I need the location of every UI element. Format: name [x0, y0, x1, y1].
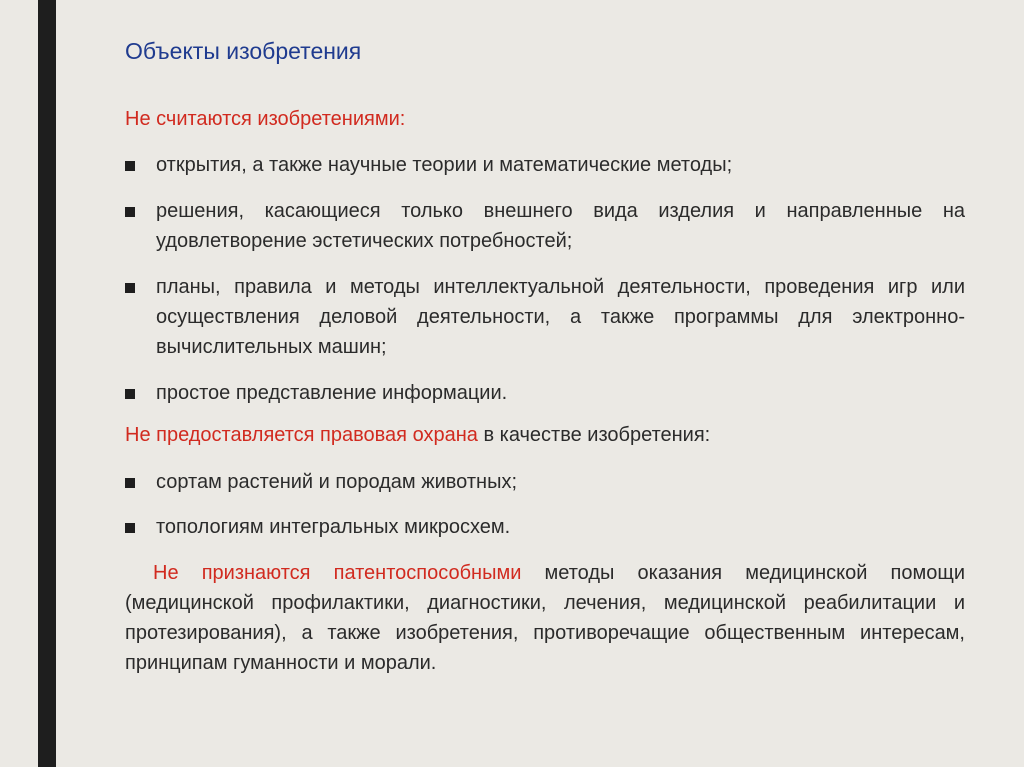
- slide-title: Объекты изобретения: [125, 38, 362, 64]
- section2-heading-rest: в качестве изобретения:: [477, 424, 711, 446]
- list-item-text: планы, правила и методы интеллектуальной деятельности, проведения игр или осуществления деловой деятельности, а также программы для электронно-вычислительных машин;: [156, 276, 965, 358]
- list-item-text: топологиям интегральных микросхем.: [156, 516, 511, 538]
- list-item: [125, 196, 965, 256]
- list-item: [125, 378, 965, 408]
- bullet-square-icon: [125, 389, 135, 399]
- section2-heading-highlight: Не предоставляется правовая охрана: [125, 424, 478, 446]
- section3-rest: методы оказания медицинской помощи (медицинской профилактики, диагностики, лечения, медицинской реабилитации и протезирования), а также изобретения, противоречащие общественным интересам, принципам гуманности и морали.: [125, 562, 965, 674]
- section1-heading: Не считаются изобретениями:: [125, 108, 406, 130]
- section2-heading: [125, 424, 710, 447]
- list-item-text: открытия, а также научные теории и математические методы;: [156, 154, 733, 176]
- list-item: [125, 272, 965, 362]
- list-item-text: решения, касающиеся только внешнего вида изделия и направленные на удовлетворение эстетических потребностей;: [156, 200, 965, 252]
- bullet-square-icon: [125, 478, 135, 488]
- left-accent-bar: [38, 0, 56, 767]
- list-item-text: простое представление информации.: [156, 382, 508, 404]
- bullet-square-icon: [125, 283, 135, 293]
- list-item: [125, 467, 965, 497]
- list-item: [125, 512, 965, 542]
- section3-highlight: Не признаются патентоспособными: [153, 562, 522, 584]
- bullet-square-icon: [125, 161, 135, 171]
- section3-paragraph: [125, 558, 965, 678]
- bullet-square-icon: [125, 523, 135, 533]
- list-item: [125, 150, 965, 180]
- list-item-text: сортам растений и породам животных;: [156, 471, 518, 493]
- bullet-square-icon: [125, 207, 135, 217]
